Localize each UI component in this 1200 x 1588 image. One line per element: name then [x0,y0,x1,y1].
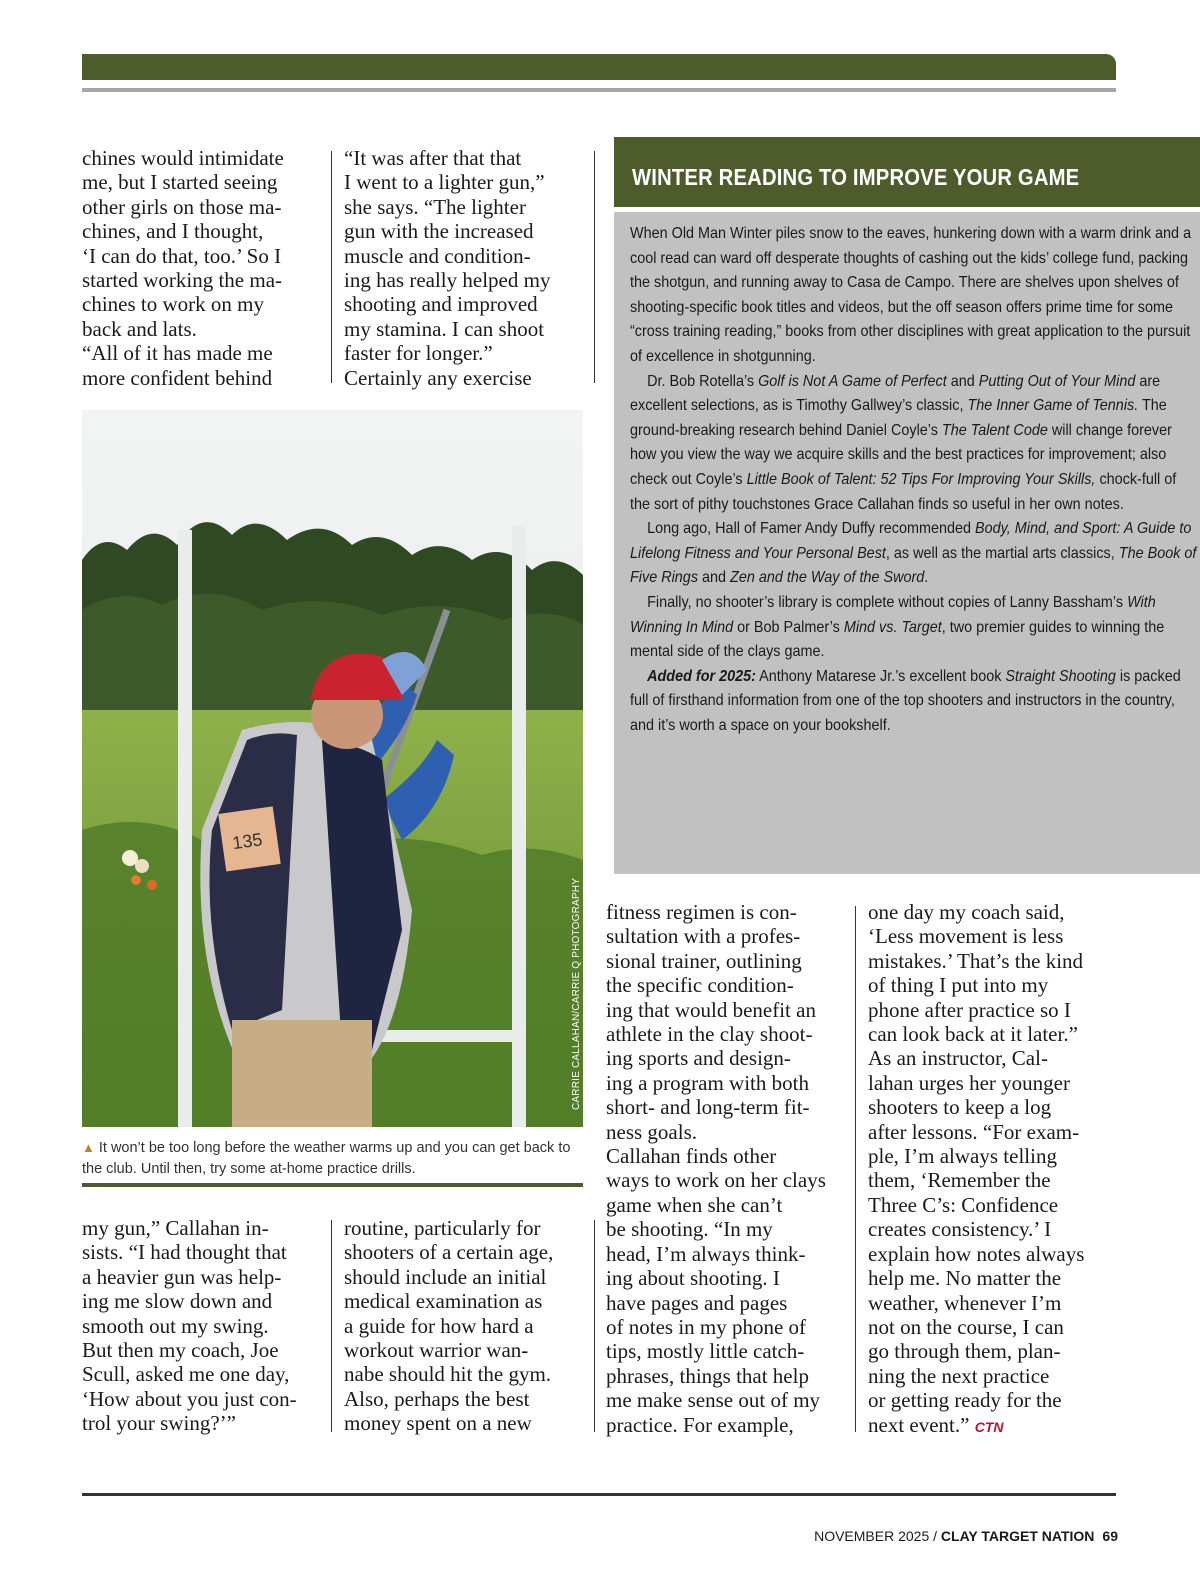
sidebar-paragraph: Finally, no shooter’s library is complete without copies of Lanny Bassham’s With Winning In Mind or Bob Palmer’s Mind vs. Target, two premier guides to winning the mental side of the clays game. [630,593,1165,661]
photo-credit: CARRIE CALLAHAN/CARRIE Q PHOTOGRAPHY [571,877,582,1110]
caption-triangle-icon: ▲ [82,1140,95,1155]
footer-magazine: CLAY TARGET NATION [940,1528,1095,1544]
article-column-4-text: one day my coach said, ‘Less movement is less mistakes.’ That’s the kind of thing I put into my phone after practice so I can look back at it later.” As an instructor, Cal- lahan urges her younger shooters to keep a log after lessons. “For exam- ple, I’m always telling them, ‘Remember the Three C’s: Confidence creates consistency.’ I explain how notes always help me. No matter the weather, whenever I’m not on the course, I can go through them, plan- ning the next practice or getting ready for the next event.” [868,900,1085,1437]
header-gray-rule [82,88,1116,92]
column-divider [594,151,595,383]
article-column-3: fitness regimen is con- sultation with a profes- sional trainer, outlining the specific condition- ing that would benefit an athlete in the clay shoot- ing sports and design- ing a program with both short- and long-term fit- ness goals. Callahan finds other ways to work on her clays game when she can’t be shooting. “In my head, I’m always think- ing about shooting. I have pages and pages of notes in my phone of tips, mostly little catch- phrases, things that help me make sense out of my practice. For example, [606,900,826,1437]
ctn-end-mark: CTN [974,1418,1004,1435]
caption-text: It won’t be too long before the weather warms up and you can get back to the club. Until then, try some at-home practice drills. [82,1140,571,1177]
footer-rule [82,1493,1116,1496]
sidebar-paragraph: When Old Man Winter piles snow to the eaves, hunkering down with a warm drink and a cool read can ward off desperate thoughts of cashing out the kids’ college fund, packing the shotgun, and running away to Casa de Campo. There are shelves upon shelves of shooting-specific book titles and videos, but the off season offers prime time for some “cross training reading,” books from other disciplines with great application to the pursuit of excellence in shotgunning. [630,225,1192,365]
svg-text:135: 135 [231,829,264,854]
header-green-bar [82,54,1116,80]
sidebar-paragraph: Added for 2025: Anthony Matarese Jr.’s excellent book Straight Shooting is packed full of firsthand information from one of the top shooters and instructors in the country, and it’s worth a space on your bookshelf. [630,667,1181,734]
article-photo [82,410,583,1127]
sidebar-title: WINTER READING TO IMPROVE YOUR GAME [632,164,1080,190]
article-column-2-top: “It was after that that I went to a lighter gun,” she says. “The lighter gun with the increased muscle and condition- ing has really helped my shooting and improved my stamina. I can shoot faster for longer.” Certainly any exercise [344,146,551,390]
column-divider [331,151,332,383]
sidebar-paragraph: Dr. Bob Rotella’s Golf is Not A Game of Perfect and Putting Out of Your Mind are excellent selections, as is Timothy Gallwey’s classic, The Inner Game of Tennis. The ground-breaking research behind Daniel Coyle’s The Talent Code will change forever how you view the way we acquire skills and the best practices for improvement; also check out Coyle’s Little Book of Talent: 52 Tips For Improving Your Skills, chock-full of the sort of pithy touchstones Grace Callahan finds so useful in her own notes. [630,372,1177,513]
article-column-1-bottom: my gun,” Callahan in- sists. “I had thought that a heavier gun was help- ing me slow down and smooth out my swing. But then my coach, Joe Scull, asked me one day, ‘How about you just con- trol your swing?’” [82,1216,297,1436]
shooter-photo-illustration [82,410,583,1127]
sidebar-paragraph: Long ago, Hall of Famer Andy Duffy recommended Body, Mind, and Sport: A Guide to Lifelong Fitness and Your Personal Best, as well as the martial arts classics, The Book of Five Rings and Zen and the Way of the Sword. [630,520,1197,587]
footer-issue: NOVEMBER 2025 / [814,1528,938,1544]
article-column-1-top: chines would intimidate me, but I started seeing other girls on those ma- chines, and I thought, ‘I can do that, too.’ So I started working the ma- chines to work on my back and lats. “All of it has made me more confident behind [82,146,284,390]
column-divider [594,1220,595,1432]
article-column-4 [868,900,1118,1439]
sidebar-text [630,222,1197,738]
page-footer [814,1528,1118,1544]
column-divider [855,906,856,1432]
photo-caption [82,1137,582,1180]
page-number: 69 [1102,1528,1118,1544]
article-column-2-bottom: routine, particularly for shooters of a certain age, should include an initial medical examination as a guide for how hard a workout warrior wan- nabe should hit the gym. Also, perhaps the best money spent on a new [344,1216,554,1436]
caption-green-rule [82,1183,583,1187]
column-divider [331,1220,332,1432]
